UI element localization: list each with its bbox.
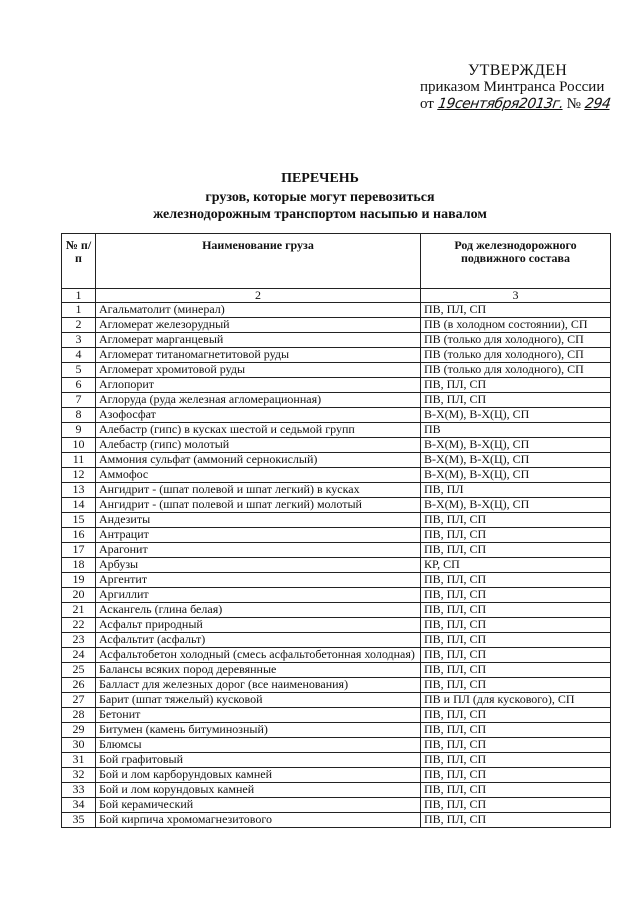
- rolling-stock-cell: ПВ (в холодном состоянии), СП: [421, 318, 611, 333]
- row-number: 34: [62, 798, 96, 813]
- cargo-name-cell: Агальматолит (минерал): [96, 303, 421, 318]
- row-number: 28: [62, 708, 96, 723]
- cargo-name-cell: Арагонит: [96, 543, 421, 558]
- row-number: 32: [62, 768, 96, 783]
- rolling-stock-cell: ПВ, ПЛ, СП: [421, 648, 611, 663]
- rolling-stock-cell: В-Х(М), В-Х(Ц), СП: [421, 453, 611, 468]
- rolling-stock-cell: ПВ, ПЛ, СП: [421, 723, 611, 738]
- table-row: [62, 738, 611, 753]
- rolling-stock-cell: ПВ, ПЛ, СП: [421, 663, 611, 678]
- row-number: 21: [62, 603, 96, 618]
- row-number: 33: [62, 783, 96, 798]
- date-prefix: от: [420, 96, 434, 112]
- cargo-table-body: [62, 303, 611, 828]
- rolling-stock-cell: ПВ, ПЛ, СП: [421, 513, 611, 528]
- document-subtitle-line1: грузов, которые могут перевозиться: [205, 190, 435, 205]
- approval-block: [420, 62, 630, 113]
- rolling-stock-cell: ПВ, ПЛ, СП: [421, 573, 611, 588]
- rolling-stock-cell: ПВ, ПЛ: [421, 483, 611, 498]
- document-subtitle-line2: железнодорожным транспортом насыпью и навалом: [153, 207, 487, 222]
- table-row: [62, 708, 611, 723]
- rolling-stock-cell: ПВ, ПЛ, СП: [421, 678, 611, 693]
- header-number: № п/п: [62, 234, 96, 289]
- cargo-name-cell: Аммофос: [96, 468, 421, 483]
- rolling-stock-cell: ПВ, ПЛ, СП: [421, 783, 611, 798]
- cargo-name-cell: Битумен (камень битуминозный): [96, 723, 421, 738]
- cargo-name-cell: Алебастр (гипс) в кусках шестой и седьмой групп: [96, 423, 421, 438]
- table-row: [62, 303, 611, 318]
- row-number: 1: [62, 303, 96, 318]
- cargo-name-cell: Блюмсы: [96, 738, 421, 753]
- cargo-name-cell: Ангидрит - (шпат полевой и шпат легкий) в кусках: [96, 483, 421, 498]
- table-row: [62, 753, 611, 768]
- table-row: [62, 723, 611, 738]
- header-rolling-stock: Род железнодорожного подвижного состава: [421, 234, 611, 289]
- row-number: 14: [62, 498, 96, 513]
- column-number: 2: [96, 289, 421, 303]
- cargo-name-cell: Бой керамический: [96, 798, 421, 813]
- row-number: 22: [62, 618, 96, 633]
- table-row: [62, 618, 611, 633]
- row-number: 4: [62, 348, 96, 363]
- column-number-row: [62, 289, 611, 303]
- cargo-name-cell: Балансы всяких пород деревянные: [96, 663, 421, 678]
- table-row: [62, 633, 611, 648]
- row-number: 2: [62, 318, 96, 333]
- cargo-name-cell: Бой кирпича хромомагнезитового: [96, 813, 421, 828]
- table-row: [62, 783, 611, 798]
- rolling-stock-cell: ПВ и ПЛ (для кускового), СП: [421, 693, 611, 708]
- cargo-name-cell: Аргиллит: [96, 588, 421, 603]
- cargo-name-cell: Балласт для железных дорог (все наименования): [96, 678, 421, 693]
- table-row: [62, 543, 611, 558]
- table-row: [62, 513, 611, 528]
- rolling-stock-cell: ПВ: [421, 423, 611, 438]
- rolling-stock-cell: ПВ, ПЛ, СП: [421, 393, 611, 408]
- rolling-stock-cell: ПВ, ПЛ, СП: [421, 738, 611, 753]
- cargo-name-cell: Асфальт природный: [96, 618, 421, 633]
- rolling-stock-cell: ПВ, ПЛ, СП: [421, 753, 611, 768]
- column-number: 1: [62, 289, 96, 303]
- cargo-name-cell: Аглоруда (руда железная агломерационная): [96, 393, 421, 408]
- header-cargo-name: Наименование груза: [96, 234, 421, 289]
- row-number: 13: [62, 483, 96, 498]
- table-row: [62, 363, 611, 378]
- cargo-name-cell: Агломерат марганцевый: [96, 333, 421, 348]
- cargo-name-cell: Бой графитовый: [96, 753, 421, 768]
- cargo-name-cell: Агломерат железорудный: [96, 318, 421, 333]
- rolling-stock-cell: ПВ, ПЛ, СП: [421, 813, 611, 828]
- cargo-name-cell: Андезиты: [96, 513, 421, 528]
- table-row: [62, 528, 611, 543]
- table-row: [62, 453, 611, 468]
- cargo-name-cell: Агломерат титаномагнетитовой руды: [96, 348, 421, 363]
- cargo-name-cell: Асфальтит (асфальт): [96, 633, 421, 648]
- cargo-name-cell: Аммония сульфат (аммоний сернокислый): [96, 453, 421, 468]
- table-row: [62, 498, 611, 513]
- table-row: [62, 588, 611, 603]
- table-row: [62, 483, 611, 498]
- row-number: 24: [62, 648, 96, 663]
- cargo-name-cell: Алебастр (гипс) молотый: [96, 438, 421, 453]
- approval-order-by: приказом Минтранса России: [420, 79, 605, 95]
- row-number: 15: [62, 513, 96, 528]
- table-row: [62, 558, 611, 573]
- rolling-stock-cell: ПВ, ПЛ, СП: [421, 588, 611, 603]
- row-number: 8: [62, 408, 96, 423]
- table-header-row: [62, 234, 611, 289]
- rolling-stock-cell: В-Х(М), В-Х(Ц), СП: [421, 438, 611, 453]
- rolling-stock-cell: ПВ, ПЛ, СП: [421, 528, 611, 543]
- rolling-stock-cell: В-Х(М), В-Х(Ц), СП: [421, 498, 611, 513]
- row-number: 16: [62, 528, 96, 543]
- row-number: 23: [62, 633, 96, 648]
- row-number: 5: [62, 363, 96, 378]
- cargo-name-cell: Асфальтобетон холодный (смесь асфальтобетонная холодная): [96, 648, 421, 663]
- table-row: [62, 408, 611, 423]
- cargo-name-cell: Арбузы: [96, 558, 421, 573]
- cargo-name-cell: Аглопорит: [96, 378, 421, 393]
- row-number: 10: [62, 438, 96, 453]
- cargo-name-cell: Антрацит: [96, 528, 421, 543]
- row-number: 19: [62, 573, 96, 588]
- rolling-stock-cell: ПВ, ПЛ, СП: [421, 768, 611, 783]
- rolling-stock-cell: ПВ (только для холодного), СП: [421, 348, 611, 363]
- document-title: ПЕРЕЧЕНЬ: [281, 171, 359, 186]
- row-number: 17: [62, 543, 96, 558]
- table-row: [62, 648, 611, 663]
- row-number: 12: [62, 468, 96, 483]
- rolling-stock-cell: ПВ, ПЛ, СП: [421, 603, 611, 618]
- rolling-stock-cell: ПВ, ПЛ, СП: [421, 303, 611, 318]
- cargo-name-cell: Аскангель (глина белая): [96, 603, 421, 618]
- rolling-stock-cell: ПВ, ПЛ, СП: [421, 618, 611, 633]
- row-number: 25: [62, 663, 96, 678]
- approval-date-line: [420, 96, 630, 113]
- handwritten-number: 294: [583, 96, 612, 112]
- rolling-stock-cell: ПВ (только для холодного), СП: [421, 333, 611, 348]
- row-number: 29: [62, 723, 96, 738]
- table-row: [62, 693, 611, 708]
- row-number: 9: [62, 423, 96, 438]
- cargo-name-cell: Бой и лом карборундовых камней: [96, 768, 421, 783]
- table-row: [62, 663, 611, 678]
- row-number: 11: [62, 453, 96, 468]
- cargo-name-cell: Агломерат хромитовой руды: [96, 363, 421, 378]
- table-row: [62, 348, 611, 363]
- cargo-name-cell: Азофосфат: [96, 408, 421, 423]
- table-row: [62, 438, 611, 453]
- table-row: [62, 573, 611, 588]
- cargo-name-cell: Бетонит: [96, 708, 421, 723]
- rolling-stock-cell: ПВ, ПЛ, СП: [421, 633, 611, 648]
- cargo-name-cell: Барит (шпат тяжелый) кусковой: [96, 693, 421, 708]
- rolling-stock-cell: ПВ, ПЛ, СП: [421, 378, 611, 393]
- table-row: [62, 393, 611, 408]
- row-number: 18: [62, 558, 96, 573]
- table-row: [62, 378, 611, 393]
- row-number: 26: [62, 678, 96, 693]
- rolling-stock-cell: КР, СП: [421, 558, 611, 573]
- row-number: 30: [62, 738, 96, 753]
- table-row: [62, 603, 611, 618]
- rolling-stock-cell: В-Х(М), В-Х(Ц), СП: [421, 408, 611, 423]
- table-row: [62, 798, 611, 813]
- table-row: [62, 333, 611, 348]
- row-number: 3: [62, 333, 96, 348]
- table-row: [62, 678, 611, 693]
- number-prefix: №: [566, 96, 581, 112]
- row-number: 31: [62, 753, 96, 768]
- handwritten-date: 19сентября2013г.: [436, 96, 565, 112]
- row-number: 6: [62, 378, 96, 393]
- rolling-stock-cell: ПВ (только для холодного), СП: [421, 363, 611, 378]
- cargo-name-cell: Аргентит: [96, 573, 421, 588]
- row-number: 35: [62, 813, 96, 828]
- table-row: [62, 423, 611, 438]
- rolling-stock-cell: ПВ, ПЛ, СП: [421, 798, 611, 813]
- row-number: 7: [62, 393, 96, 408]
- rolling-stock-cell: ПВ, ПЛ, СП: [421, 543, 611, 558]
- cargo-table: [61, 233, 611, 828]
- column-number: 3: [421, 289, 611, 303]
- rolling-stock-cell: В-Х(М), В-Х(Ц), СП: [421, 468, 611, 483]
- rolling-stock-cell: ПВ, ПЛ, СП: [421, 708, 611, 723]
- table-row: [62, 813, 611, 828]
- table-row: [62, 768, 611, 783]
- cargo-name-cell: Бой и лом корундовых камней: [96, 783, 421, 798]
- row-number: 27: [62, 693, 96, 708]
- row-number: 20: [62, 588, 96, 603]
- cargo-name-cell: Ангидрит - (шпат полевой и шпат легкий) молотый: [96, 498, 421, 513]
- table-row: [62, 318, 611, 333]
- approval-heading: УТВЕРЖДЕН: [468, 62, 568, 79]
- table-row: [62, 468, 611, 483]
